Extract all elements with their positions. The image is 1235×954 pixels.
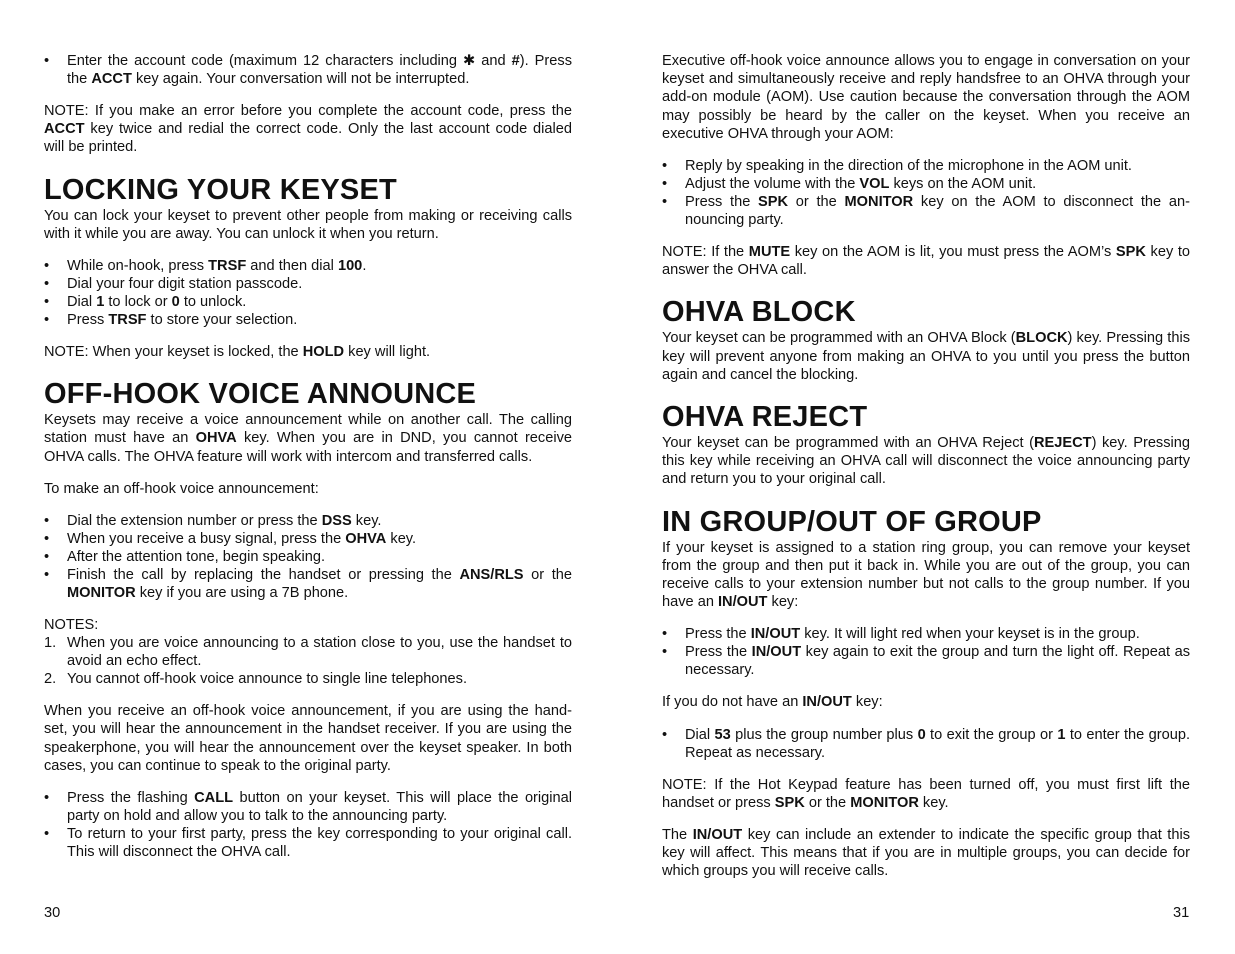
list-item: • To return to your first party, press the key corresponding to your original call. This will disconnect the OHVA call. — [44, 826, 572, 861]
list-item: • Press the flashing CALL button on your keyset. This will place the original party on hold and allow you to talk to the announcing party. — [44, 790, 572, 825]
numbered-note: 2. You cannot off-hook voice announce to single line telephones. — [44, 671, 468, 688]
list-item: • After the attention tone, begin speaking. — [44, 549, 326, 566]
list-item: • Press the IN/OUT key. It will light red when your keyset is in the group. — [662, 626, 1140, 643]
list-item: • Reply by speaking in the direction of the microphone in the AOM unit. — [662, 158, 1132, 175]
section-heading-ohva: OFF-HOOK VOICE ANNOUNCE — [44, 378, 477, 411]
section-heading-group: IN GROUP/OUT OF GROUP — [662, 505, 1042, 538]
exec-steps-list — [662, 157, 1190, 229]
block-para: Your keyset can be programmed with an OHVA Block (BLOCK) key. Pressing this key will prevent anyone from making an OHVA to you until you press the button again and cancel the blocking. — [662, 330, 1190, 383]
list-item: • Dial 53 plus the group number plus 0 to exit the group or 1 to enter the group. Repeat as necessary. — [662, 726, 1190, 761]
ohva-steps-list — [44, 512, 572, 602]
ohva-make-label: To make an off-hook voice announcement: — [44, 480, 319, 497]
list-item: • Finish the call by replacing the handset or pressing the ANS/RLS or the MONITOR key if you are using a 7B phone. — [44, 567, 572, 602]
receive-para: When you receive an off-hook voice announcement, if you are using the hand-set, you will hear the announcement in the handset receiver. If you are using the speakerphone, you will hear the announcement over the keyset speaker. In both cases, you can continue to speak to the original party. — [44, 703, 572, 774]
group-para: If your keyset is assigned to a station ring group, you can remove your keyset from the group and then put it back in. While you are out of the group, you can receive calls to your extension number but not calls to the group number. If you have an IN/OUT key: — [662, 539, 1190, 611]
left-page — [44, 52, 572, 861]
ohva-intro: Keysets may receive a voice announcement while on another call. The calling station must have an OHVA key. When you are in DND, you cannot receive OHVA calls. The OHVA feature will work with intercom and transferred calls. — [44, 412, 572, 465]
list-item: • Enter the account code (maximum 12 characters including ✱ and #). Press the ACCT key again. Your conversation will not be interrupted. — [44, 53, 572, 87]
list-item: • When you receive a busy signal, press the OHVA key. — [44, 531, 417, 548]
list-item: • Adjust the volume with the VOL keys on the AOM unit. — [662, 176, 1037, 193]
list-item: • Press the SPK or the MONITOR key on the AOM to disconnect the an-nouncing party. — [662, 194, 1190, 229]
list-item: • Press TRSF to store your selection. — [44, 312, 298, 329]
acct-list — [44, 52, 572, 88]
list-item: • Dial the extension number or press the DSS key. — [44, 513, 382, 530]
page-number-right: 31 — [1173, 905, 1190, 921]
no-key-para: If you do not have an IN/OUT key: — [662, 694, 883, 711]
list-item: • Press the IN/OUT key again to exit the group and turn the light off. Repeat as necessary. — [662, 644, 1190, 679]
exec-note: NOTE: If the MUTE key on the AOM is lit, you must press the AOM’s SPK key to answer the OHVA call. — [662, 244, 1191, 279]
extender-para: The IN/OUT key can include an extender to indicate the specific group that this key will affect. This means that if you are in multiple groups, you can decide for which groups you will receive calls. — [662, 827, 1191, 880]
no-key-steps-list — [662, 726, 1190, 762]
notes-label: NOTES: — [44, 617, 99, 634]
lock-note: NOTE: When your keyset is locked, the HOLD key will light. — [44, 344, 431, 361]
list-item: • Dial 1 to lock or 0 to unlock. — [44, 294, 247, 311]
notes-list — [44, 634, 572, 688]
section-heading-locking: LOCKING YOUR KEYSET — [44, 173, 397, 206]
page-number-left: 30 — [44, 905, 61, 921]
section-heading-block: OHVA BLOCK — [662, 296, 856, 329]
numbered-note: 1. When you are voice announcing to a station close to you, use the handset to avoid an echo effect. — [44, 635, 572, 670]
lock-steps-list — [44, 257, 572, 329]
list-item: • Dial your four digit station passcode. — [44, 276, 303, 293]
right-page — [662, 52, 1190, 881]
acct-note: NOTE: If you make an error before you complete the account code, press the ACCT key twice and redial the correct code. Only the last account code dialed will be printed. — [44, 103, 572, 156]
list-item: • While on-hook, press TRSF and then dial 100. — [44, 258, 367, 275]
group-steps-list — [662, 625, 1190, 679]
reject-para: Your keyset can be programmed with an OHVA Reject (REJECT) key. Pressing this key while receiving an OHVA call will disconnect the voice announcing party and return you to your original call. — [662, 435, 1190, 488]
lock-intro: You can lock your keyset to prevent other people from making or receiving calls with it while you are away. You can unlock it when you return. — [44, 207, 572, 242]
receive-steps-list — [44, 789, 572, 861]
section-heading-reject: OHVA REJECT — [662, 401, 868, 434]
hot-keypad-note: NOTE: If the Hot Keypad feature has been turned off, you must first lift the handset or press SPK or the MONITOR key. — [662, 776, 1190, 811]
exec-para: Executive off-hook voice announce allows you to engage in conversation on your keyset and simultaneously receive and reply handsfree to an OHVA through your add-on module (AOM). Use caution because the conversation through the AOM may possibly be heard by the caller on the keyset. When you receive an executive OHVA through your AOM: — [662, 53, 1190, 142]
acct-bullet-text: Enter the account code (maximum 12 characters including ✱ and #). Press the ACCT key again. Your conversation will not be interrupted. — [67, 53, 572, 87]
